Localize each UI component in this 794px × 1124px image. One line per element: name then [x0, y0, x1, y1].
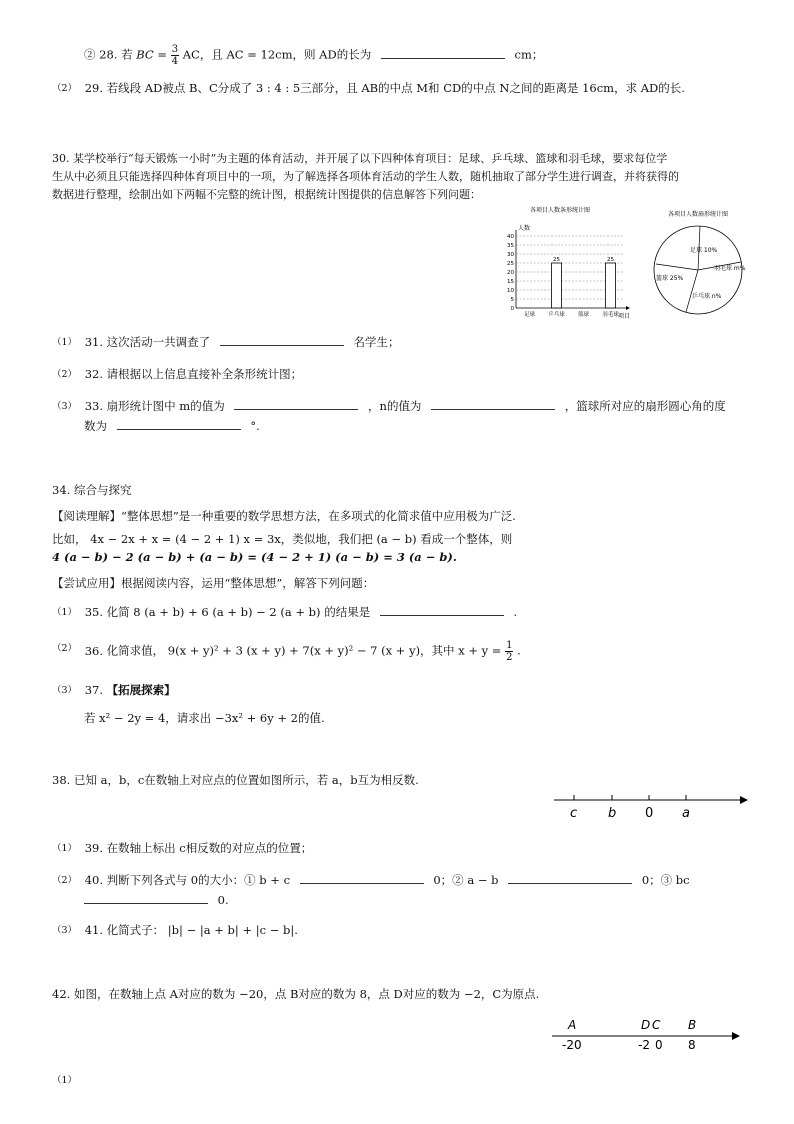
- q41-line: $^{(3)}$ 41. 化简式子： |b| − |a + b| + |c − b|.: [52, 923, 298, 937]
- category-label: 乒乓球: [548, 312, 565, 318]
- q34-example-formula: 4 (a − b) − 2 (a − b) + (a − b) = (4 − 2 + 1) (a − b) = 3 (a − b).: [52, 550, 457, 564]
- q30-line2: 生从中必须且只能选择四种体育项目中的一项，为了解选择各项体育活动的学生人数，随机抽取了部分学生进行调查，并将获得的: [52, 170, 679, 183]
- y-tick-label: 5: [510, 297, 514, 303]
- number-line-abcd: [548, 1014, 748, 1054]
- fraction-3-4: $\frac{3}{4}$: [171, 44, 179, 67]
- y-tick-label: 15: [507, 279, 514, 285]
- bar-bars: [552, 257, 616, 308]
- y-tick-label: 0: [510, 306, 514, 312]
- answer-blank-total[interactable]: [220, 334, 344, 346]
- q37-text: 若 x² − 2y = 4，请求出 −3x² + 6y + 2的值.: [84, 711, 325, 725]
- point-label-B: B: [688, 1018, 697, 1032]
- fraction-1-2: $\frac{1}{2}$: [506, 640, 513, 663]
- number-label-neg2: -2: [638, 1038, 650, 1052]
- q40-line2: 0.: [84, 892, 229, 907]
- q32-line: $^{(2)}$ 32. 请根据以上信息直接补全条形统计图；: [52, 367, 303, 381]
- y-tick-label: 25: [507, 261, 514, 267]
- number-label-8: 8: [688, 1038, 696, 1052]
- q34-try: 【尝试应用】根据阅读内容，运用“整体思想”，解答下列问题：: [52, 576, 375, 590]
- y-tick-label: 20: [507, 270, 514, 276]
- q35-line: $^{(1)}$ 35. 化简 8 (a + b) + 6 (a + b) − 2 (a + b) 的结果是 .: [52, 605, 518, 619]
- q42-part1-tag: （1）: [52, 1075, 78, 1086]
- y-tick-label: 35: [507, 243, 514, 249]
- number-label-0: 0: [655, 1038, 663, 1052]
- bar-ticks: [507, 234, 515, 312]
- answer-blank-b-plus-c[interactable]: [300, 872, 424, 884]
- bar: [552, 263, 562, 308]
- q30-line3: 数据进行整理，绘制出如下两幅不完整的统计图，根据统计图提供的信息解答下列问题：: [52, 188, 481, 201]
- q29-line: $^{(2)}$ 29. 若线段 AD被点 B、C分成了 3 : 4 : 5三部分，且 AB的中点 M和 CD的中点 N之间的距离是 16cm，求 AD的长.: [52, 81, 685, 95]
- bar-categories: [524, 310, 619, 318]
- q34-reading: 【阅读理解】“整体思想”是一种重要的数学思想方法，在多项式的化简求值中应用极为广泛.: [52, 509, 516, 523]
- answer-blank-n[interactable]: [431, 398, 555, 410]
- axis-label-a: a: [682, 806, 690, 821]
- pie-label-football: 足球 10%: [690, 247, 718, 254]
- point-label-A: A: [568, 1018, 577, 1032]
- pie-chart: [648, 204, 748, 320]
- number-label-neg20: -20: [562, 1038, 582, 1052]
- q42-line: 42. 如图，在数轴上点 A对应的数为 −20，点 B对应的数为 8，点 D对应的数为 −2，C为原点.: [52, 987, 540, 1001]
- axis-label-b: b: [608, 806, 617, 821]
- pie-label-basketball: 篮球 25%: [656, 275, 684, 282]
- q39-line: $^{(1)}$ 39. 在数轴上标出 c相反数的对应点的位置；: [52, 841, 313, 855]
- axis-label-0: 0: [645, 806, 654, 821]
- q34-title: 34. 综合与探究: [52, 483, 132, 497]
- q31-line: $^{(1)}$ 31. 这次活动一共调查了 名学生；: [52, 335, 400, 349]
- point-label-D: D: [641, 1018, 651, 1032]
- number-line-abc: [548, 788, 748, 824]
- bar-chart-ylabel: 人数: [518, 225, 531, 232]
- point-label-C: C: [652, 1018, 661, 1032]
- bar: [606, 263, 616, 308]
- axis-label-c: c: [570, 806, 578, 821]
- q28-line: ② 28. 若 BC = $\frac{3}{4}$ AC，且 AC = 12cm，则 AD的长为 cm；: [84, 44, 544, 67]
- category-label: 足球: [523, 312, 536, 318]
- y-tick-label: 10: [507, 288, 514, 294]
- category-label: 羽毛球: [602, 312, 619, 318]
- answer-blank-bc[interactable]: [84, 892, 208, 904]
- answer-blank-angle[interactable]: [117, 418, 241, 430]
- y-tick-label: 40: [507, 234, 514, 240]
- q36-line: $^{(2)}$ 36. 化简求值， 9(x + y)² + 3 (x + y) + 7(x + y)² − 7 (x + y)，其中 x + y = $\frac{1}{2}$ .: [52, 640, 521, 663]
- y-tick-label: 30: [507, 252, 514, 258]
- q37-line: $^{(3)}$ 37. 【拓展探索】: [52, 683, 176, 697]
- bar-value-label: 25: [607, 257, 614, 263]
- answer-blank-a-minus-b[interactable]: [508, 872, 632, 884]
- category-label: 篮球: [577, 312, 590, 318]
- q28-number: 28.: [99, 47, 118, 62]
- pie-label-pingpong: 乒乓球 n%: [692, 293, 722, 300]
- q38-line: 38. 已知 a，b，c在数轴上对应点的位置如图所示，若 a，b互为相反数.: [52, 773, 419, 787]
- answer-blank[interactable]: [381, 47, 505, 59]
- bar-chart: [500, 200, 640, 320]
- pie-label-badminton: 羽毛球 m%: [714, 265, 746, 272]
- pie-chart-title: 各项目人数扇形统计图: [667, 211, 729, 218]
- q30-line1: 30. 某学校举行“每天锻炼一小时”为主题的体育活动，并开展了以下四种体育项目：足球、乒乓球、篮球和羽毛球，要求每位学: [52, 152, 668, 165]
- answer-blank-m[interactable]: [234, 398, 358, 410]
- q40-line1: $^{(2)}$ 40. 判断下列各式与 0的大小：① b + c 0；② a − b 0；③ bc: [52, 873, 690, 887]
- q33-line1: $^{(3)}$ 33. 扇形统计图中 m的值为 ，n的值为 ，篮球所对应的扇形圆心角的度: [52, 399, 726, 413]
- q34-example: 比如， 4x − 2x + x = (4 − 2 + 1) x = 3x，类似地，我们把 (a − b) 看成一个整体，则: [52, 532, 513, 546]
- q33-line2: 数为 °.: [84, 419, 260, 433]
- bar-value-label: 25: [553, 257, 560, 263]
- bar-chart-title: 各项目人数条形统计图: [529, 207, 591, 214]
- bar-chart-xlabel: 项目: [618, 313, 631, 320]
- answer-blank-q35[interactable]: [380, 604, 504, 616]
